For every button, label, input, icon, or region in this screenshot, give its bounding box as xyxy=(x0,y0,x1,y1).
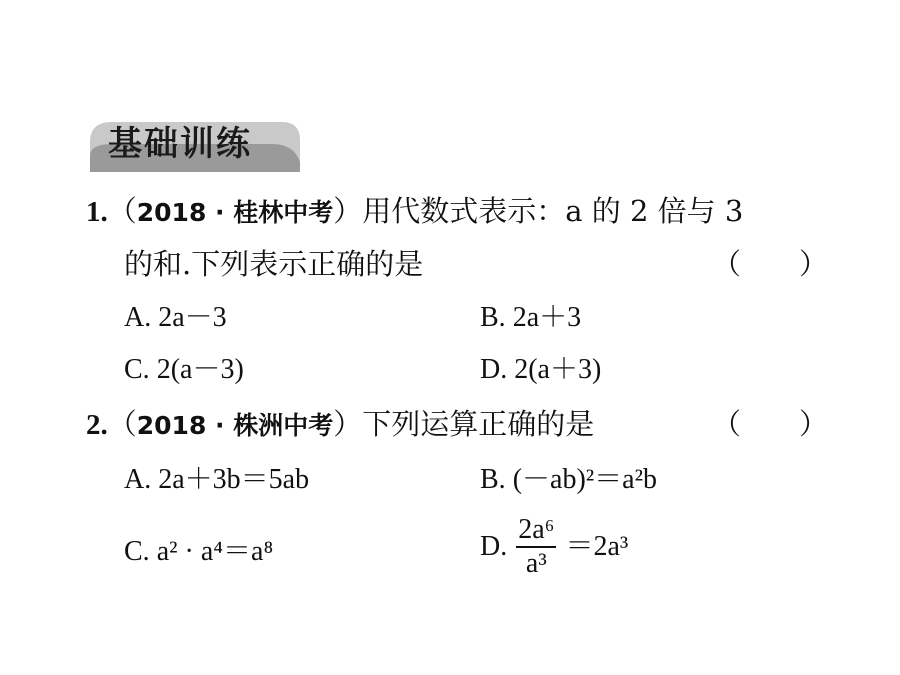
section-badge xyxy=(82,112,302,176)
question-2-stem: 下列运算正确的是 xyxy=(362,407,595,441)
question-1-option-d xyxy=(480,356,601,384)
option-text: 2a＋3 xyxy=(512,302,582,333)
question-1-stem-line-1: 用代数式表示：a 的 2 倍与 3 xyxy=(362,194,744,228)
question-2-option-d xyxy=(480,516,628,578)
fraction-rhs: ＝2a³ xyxy=(565,531,629,562)
question-1-option-a xyxy=(124,304,227,332)
option-text: 2(a＋3) xyxy=(514,354,602,385)
option-text: 2a－3 xyxy=(158,302,227,333)
option-label: D. xyxy=(480,354,508,385)
question-1-stem-line-2: 的和.下列表示正确的是 xyxy=(124,247,424,281)
fraction xyxy=(516,516,556,578)
question-1-line-2 xyxy=(124,247,424,281)
option-text: 2(a－3) xyxy=(156,354,244,385)
question-1-answer-blank: （ ） xyxy=(712,247,829,281)
question-2-source-close: ） xyxy=(333,407,363,441)
question-1-source-open: （ xyxy=(107,194,137,228)
option-label: A. xyxy=(124,302,152,333)
option-label: B. xyxy=(480,464,506,495)
option-text: a² · a⁴＝a⁸ xyxy=(156,536,274,567)
question-1-option-b xyxy=(480,304,581,332)
option-label: C. xyxy=(124,354,150,385)
option-label: D. xyxy=(480,531,508,562)
fraction-denominator: a³ xyxy=(525,548,547,579)
option-text: (－ab)²＝a²b xyxy=(512,464,657,495)
question-2-line-1 xyxy=(86,407,595,441)
question-2-option-a xyxy=(124,466,309,494)
question-1-option-c xyxy=(124,356,244,384)
question-2-source: 2018 · 株洲中考 xyxy=(136,411,334,440)
option-label: A. xyxy=(124,464,152,495)
section-title: 基础训练 xyxy=(108,124,252,164)
question-1-line-1 xyxy=(86,194,744,228)
question-2-answer-blank: （ ） xyxy=(712,407,829,441)
question-1-source-close: ） xyxy=(333,194,363,228)
option-text: 2a＋3b＝5ab xyxy=(158,464,310,495)
fraction-numerator: 2a⁶ xyxy=(516,516,556,548)
question-1-number: 1. xyxy=(86,196,108,228)
question-2-number: 2. xyxy=(86,409,108,441)
option-label: C. xyxy=(124,536,150,567)
question-2-source-open: （ xyxy=(107,407,137,441)
question-1-source: 2018 · 桂林中考 xyxy=(136,198,334,227)
question-2-option-b xyxy=(480,466,657,494)
option-label: B. xyxy=(480,302,506,333)
question-2-option-c xyxy=(124,538,273,566)
